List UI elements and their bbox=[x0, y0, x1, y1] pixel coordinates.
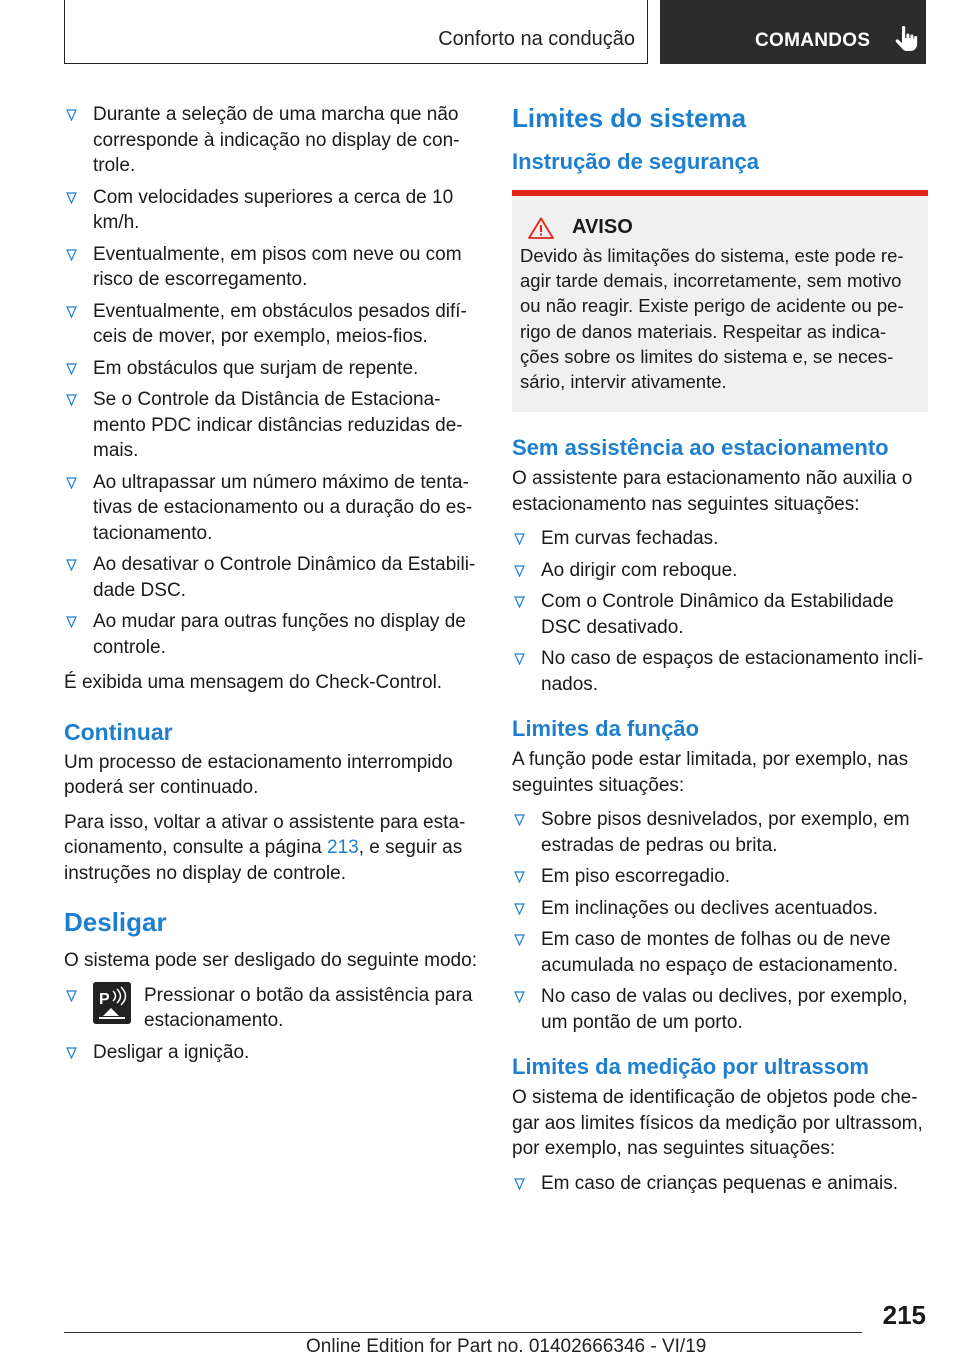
safety-heading: Instrução de segurança bbox=[512, 149, 759, 174]
ultrassom-heading: Limites da medição por ultrassom bbox=[512, 1054, 869, 1080]
list-item-text: No caso de valas ou declives, por exemplo, um pontão de um porto. bbox=[541, 986, 908, 1033]
header-section-box bbox=[64, 0, 648, 64]
list-item bbox=[512, 984, 928, 1035]
check-control-note: É exibida uma mensagem do Check-Control. bbox=[64, 672, 443, 693]
triangle-bullet-icon bbox=[66, 394, 77, 406]
warning-title: AVISO bbox=[572, 216, 633, 238]
triangle-bullet-icon bbox=[514, 653, 525, 665]
warning-triangle-icon bbox=[528, 217, 554, 239]
right-column bbox=[512, 102, 928, 1206]
list-item bbox=[64, 102, 484, 179]
list-item bbox=[64, 242, 484, 293]
desligar-heading: Desligar bbox=[64, 907, 167, 937]
sem-assistencia-list bbox=[512, 526, 928, 697]
triangle-bullet-icon bbox=[66, 477, 77, 489]
list-item-text: Eventualmente, em obstáculos pesados difí-ceis de mover, por exemplo, meios-fios. bbox=[93, 300, 467, 347]
triangle-bullet-icon bbox=[514, 871, 525, 883]
list-item-text: No caso de espaços de estacionamento incli-nados. bbox=[541, 648, 924, 695]
list-item bbox=[512, 589, 928, 640]
list-item bbox=[64, 983, 484, 1034]
list-item bbox=[64, 356, 484, 382]
list-item-text: Durante a seleção de uma marcha que não corresponde à indicação no display de con-trole. bbox=[93, 104, 460, 176]
triangle-bullet-icon bbox=[66, 192, 77, 204]
page-reference-link[interactable]: 213 bbox=[327, 837, 359, 858]
desligar-list bbox=[64, 983, 484, 1066]
triangle-bullet-icon bbox=[66, 363, 77, 375]
warning-text: Devido às limitações do sistema, este pode re-agir tarde demais, incorretamente, sem motivo ou não reagir. Existe perigo de acidente ou pe-rigo de danos materiais. Respeitar as indica-ções sobre os limites do sistema e, se neces-sário, intervir ativamente. bbox=[520, 245, 904, 393]
footer-divider bbox=[64, 1332, 862, 1333]
list-item-text: Se o Controle da Distância de Estaciona-mento PDC indicar distâncias reduzidas de-mais. bbox=[93, 389, 463, 461]
triangle-bullet-icon bbox=[66, 616, 77, 628]
triangle-bullet-icon bbox=[514, 934, 525, 946]
sem-assistencia-heading: Sem assistência ao estacionamento bbox=[512, 435, 889, 461]
list-item bbox=[512, 1171, 928, 1197]
triangle-bullet-icon bbox=[66, 990, 77, 1002]
list-item-text: Sobre pisos desnivelados, por exemplo, em estradas de pedras ou brita. bbox=[541, 809, 910, 856]
triangle-bullet-icon bbox=[514, 533, 525, 545]
list-item-text: Desligar a ignição. bbox=[93, 1041, 250, 1063]
triangle-bullet-icon bbox=[66, 109, 77, 121]
list-item-text: Em caso de montes de folhas ou de neve acumulada no espaço de estacionamento. bbox=[541, 929, 899, 976]
triangle-bullet-icon bbox=[514, 596, 525, 608]
parking-assistant-button-icon bbox=[93, 982, 131, 1024]
limites-funcao-heading: Limites da função bbox=[512, 716, 700, 742]
list-item bbox=[64, 185, 484, 236]
triangle-bullet-icon bbox=[514, 565, 525, 577]
list-item bbox=[512, 526, 928, 552]
page-number: 215 bbox=[882, 1300, 926, 1330]
list-item bbox=[64, 387, 484, 464]
list-item bbox=[512, 864, 928, 890]
limits-heading: Limites do sistema bbox=[512, 103, 747, 133]
triangle-bullet-icon bbox=[514, 991, 525, 1003]
list-item-text: Em caso de crianças pequenas e animais. bbox=[541, 1172, 898, 1194]
ultrassom-paragraph: O sistema de identificação de objetos pode che-gar aos limites físicos da medição por ultrassom, por exemplo, nas seguintes situações: bbox=[512, 1087, 923, 1160]
header-chapter-tab bbox=[660, 0, 926, 64]
list-item-text: Em inclinações ou declives acentuados. bbox=[541, 897, 878, 919]
triangle-bullet-icon bbox=[514, 903, 525, 915]
list-item bbox=[512, 896, 928, 922]
continuar-heading: Continuar bbox=[64, 718, 173, 745]
list-item bbox=[64, 552, 484, 603]
list-item bbox=[512, 646, 928, 697]
list-item bbox=[512, 807, 928, 858]
list-item-text: Em piso escorregadio. bbox=[541, 866, 731, 888]
triangle-bullet-icon bbox=[66, 249, 77, 261]
triangle-bullet-icon bbox=[514, 1178, 525, 1190]
triangle-bullet-icon bbox=[514, 814, 525, 826]
list-item-text: Ao desativar o Controle Dinâmico da Estabili-dade DSC. bbox=[93, 554, 476, 601]
list-item bbox=[64, 609, 484, 660]
list-item bbox=[512, 558, 928, 584]
left-column bbox=[64, 102, 484, 1075]
list-item-text: Eventualmente, em pisos com neve ou com risco de escorregamento. bbox=[93, 243, 462, 290]
list-item bbox=[64, 470, 484, 547]
footer-edition: Online Edition for Part no. 01402666346 - VI/19 bbox=[306, 1336, 707, 1357]
triangle-bullet-icon bbox=[66, 1047, 77, 1059]
ultrassom-list bbox=[512, 1171, 928, 1197]
list-item-text: Pressionar o botão da assistência para estacionamento. bbox=[144, 984, 473, 1031]
list-item-text: Ao mudar para outras funções no display de controle. bbox=[93, 611, 466, 658]
list-item bbox=[64, 1040, 484, 1066]
warning-box bbox=[512, 190, 928, 412]
list-item-text: Em obstáculos que surjam de repente. bbox=[93, 357, 419, 379]
triangle-bullet-icon bbox=[66, 559, 77, 571]
list-item-text: Em curvas fechadas. bbox=[541, 528, 719, 550]
triangle-bullet-icon bbox=[66, 306, 77, 318]
header-section-title: Conforto na condução bbox=[438, 28, 635, 50]
pointing-hand-icon bbox=[894, 26, 918, 52]
sem-assistencia-paragraph: O assistente para estacionamento não auxilia o estacionamento nas seguintes situações: bbox=[512, 468, 913, 515]
list-item bbox=[64, 299, 484, 350]
list-item-text: Com o Controle Dinâmico da Estabilidade DSC desativado. bbox=[541, 591, 894, 638]
list-item-text: Ao dirigir com reboque. bbox=[541, 559, 738, 581]
continuar-paragraph-1: Um processo de estacionamento interrompido poderá ser continuado. bbox=[64, 751, 453, 798]
continuar-paragraph-2: Para isso, voltar a ativar o assistente para esta-cionamento, consulte a página 213, e seguir as instruções no display de controle. bbox=[64, 811, 466, 884]
svg-text:P: P bbox=[99, 990, 110, 1008]
desligar-paragraph: O sistema pode ser desligado do seguinte modo: bbox=[64, 950, 477, 971]
list-item-text: Com velocidades superiores a cerca de 10 km/h. bbox=[93, 186, 454, 233]
list-item bbox=[512, 927, 928, 978]
limites-funcao-list bbox=[512, 807, 928, 1035]
conditions-list bbox=[64, 102, 484, 660]
header-chapter-title: COMANDOS bbox=[755, 30, 871, 51]
limites-funcao-paragraph: A função pode estar limitada, por exemplo, nas seguintes situações: bbox=[512, 749, 909, 796]
list-item-text: Ao ultrapassar um número máximo de tenta-tivas de estacionamento ou a duração do es-tacionamento. bbox=[93, 471, 473, 544]
